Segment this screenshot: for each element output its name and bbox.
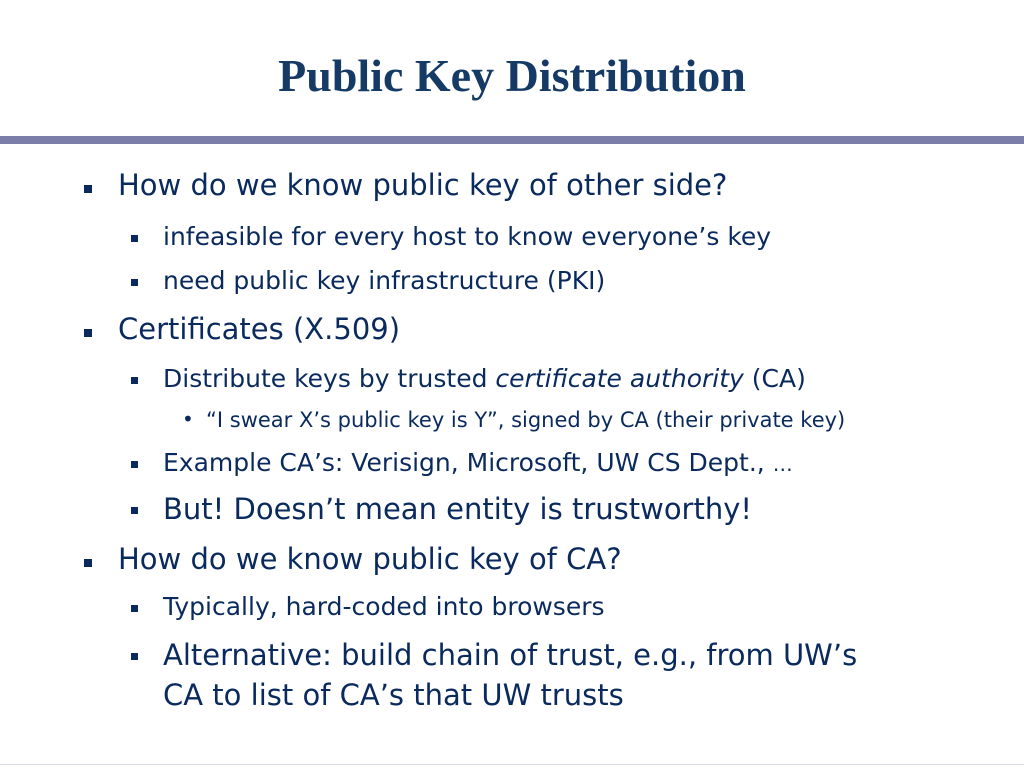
- square-bullet-icon: [131, 605, 138, 612]
- square-bullet-icon: [131, 653, 138, 660]
- round-bullet-icon: •: [182, 407, 194, 431]
- slide-title: Public Key Distribution: [278, 50, 746, 101]
- square-bullet-icon: [84, 329, 92, 337]
- list-item-text-line-2: CA to list of CA’s that UW trusts: [163, 678, 624, 712]
- list-item-text: Typically, hard-coded into browsers: [163, 592, 605, 621]
- square-bullet-icon: [131, 461, 138, 468]
- list-item-text-line-1: Alternative: build chain of trust, e.g., from UW’s: [163, 638, 858, 672]
- ellipsis-text: …: [772, 452, 793, 476]
- square-bullet-icon: [131, 235, 138, 242]
- list-item-text: How do we know public key of CA?: [118, 542, 622, 576]
- square-bullet-icon: [131, 507, 138, 514]
- bottom-divider: [0, 764, 1024, 765]
- square-bullet-icon: [131, 377, 138, 384]
- list-item-text: “I swear X’s public key is Y”, signed by CA (their private key): [206, 408, 846, 432]
- list-item-text: infeasible for every host to know everyone’s key: [163, 222, 772, 251]
- list-item-text: need public key infrastructure (PKI): [163, 266, 606, 295]
- list-item-text: Certificates (X.509): [118, 312, 401, 346]
- list-item-text: [163, 448, 793, 477]
- title-divider: [0, 136, 1024, 144]
- emphasis-text: certificate authority: [495, 364, 744, 393]
- list-item-text-part: (CA): [743, 364, 806, 393]
- square-bullet-icon: [131, 279, 138, 286]
- list-item-text: How do we know public key of other side?: [118, 168, 728, 202]
- list-item-text: But! Doesn’t mean entity is trustworthy!: [163, 492, 753, 526]
- list-item-text-part: Example CA’s: Verisign, Microsoft, UW CS Dept.,: [163, 448, 773, 477]
- list-item-text: [163, 364, 806, 393]
- list-item-text-part: Distribute keys by trusted: [163, 364, 496, 393]
- square-bullet-icon: [84, 185, 92, 193]
- square-bullet-icon: [84, 559, 92, 567]
